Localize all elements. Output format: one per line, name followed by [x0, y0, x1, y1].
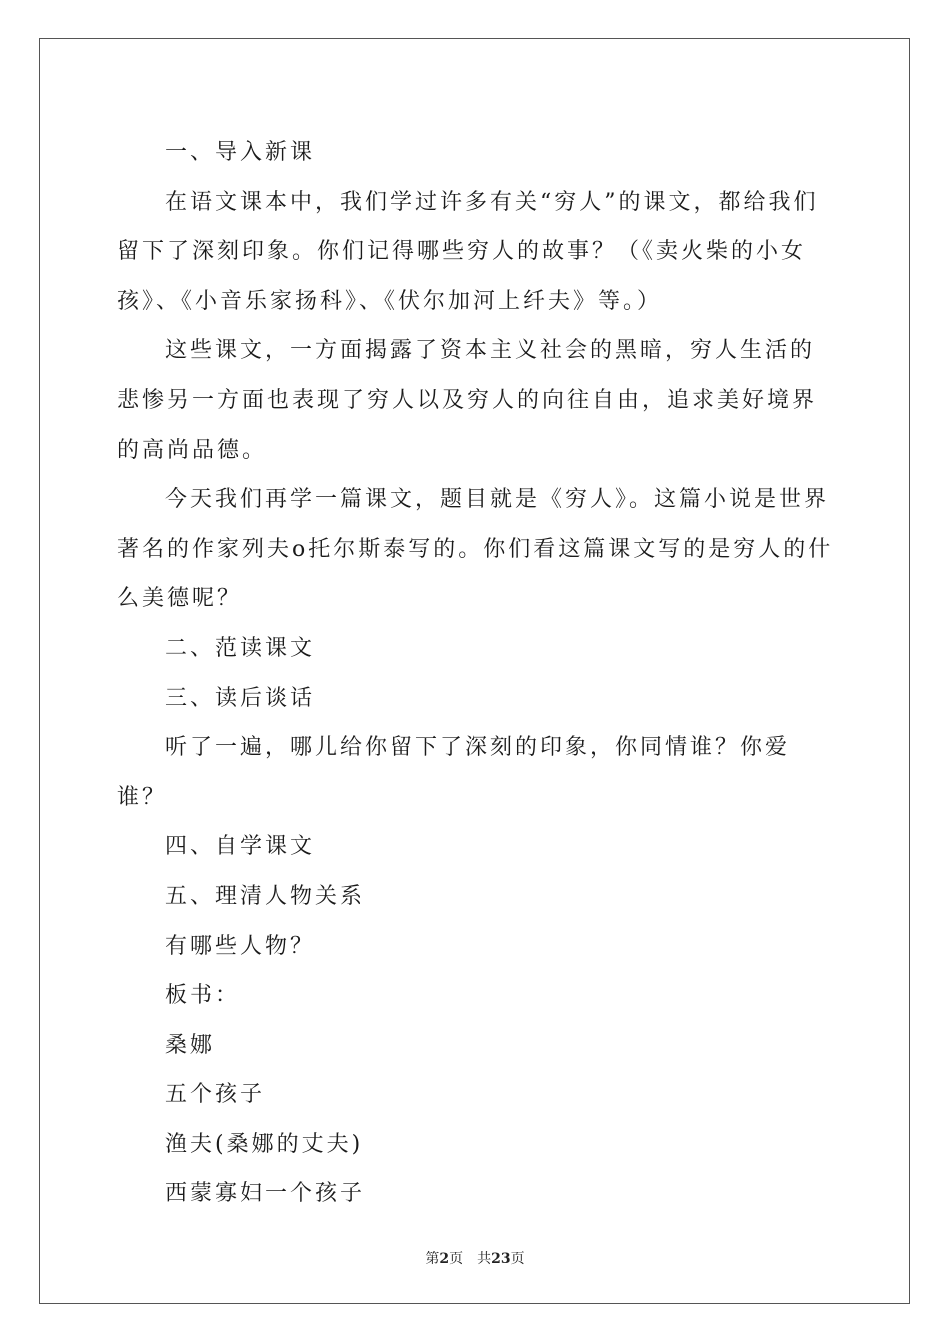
list-item: 五个孩子 [165, 1082, 266, 1108]
total-suffix: 页 [510, 1251, 525, 1267]
paragraph-lessons: 这些课文，一方面揭露了资本主义社会的黑暗，穷人生活的悲惨另一方面也表现了穷人以及穷人的向往自由，追求美好境界的高尚品德。 [117, 338, 818, 463]
label-blackboard: 板书： [165, 983, 241, 1009]
list-item: 渔夫(桑娜的丈夫) [165, 1131, 364, 1157]
paragraph-intro: 在语文课本中，我们学过许多有关“穷人”的课文，都给我们留下了深刻印象。你们记得哪些穷人的故事？（《卖火柴的小女孩》、《小音乐家扬科》、《伏尔加河上纤夫》等。） [117, 189, 819, 314]
paragraph-today: 今天我们再学一篇课文，题目就是《穷人》。这篇小说是世界著名的作家列夫o托尔斯泰写的。你们看这篇课文写的是穷人的什么美德呢？ [117, 487, 834, 612]
page-suffix: 页 [449, 1251, 464, 1267]
heading-self-study: 四、自学课文 [165, 834, 316, 860]
total-pages: 23 [491, 1251, 511, 1267]
heading-model-reading: 二、范读课文 [165, 635, 316, 661]
page-footer [0, 1248, 950, 1268]
list-item: 西蒙寡妇一个孩子 [165, 1181, 366, 1207]
total-prefix: 共 [477, 1251, 492, 1267]
document-body [117, 128, 835, 1219]
page-prefix: 第 [425, 1251, 440, 1267]
heading-relationships: 五、理清人物关系 [165, 883, 366, 909]
list-item: 桑娜 [165, 1032, 216, 1058]
paragraph-question: 听了一遍，哪儿给你留下了深刻的印象，你同情谁？你爱谁？ [117, 735, 791, 810]
paragraph-characters: 有哪些人物？ [165, 933, 316, 959]
heading-import: 一、导入新课 [165, 140, 316, 165]
heading-discussion: 三、读后谈话 [165, 685, 316, 711]
page-number: 2 [439, 1251, 450, 1267]
